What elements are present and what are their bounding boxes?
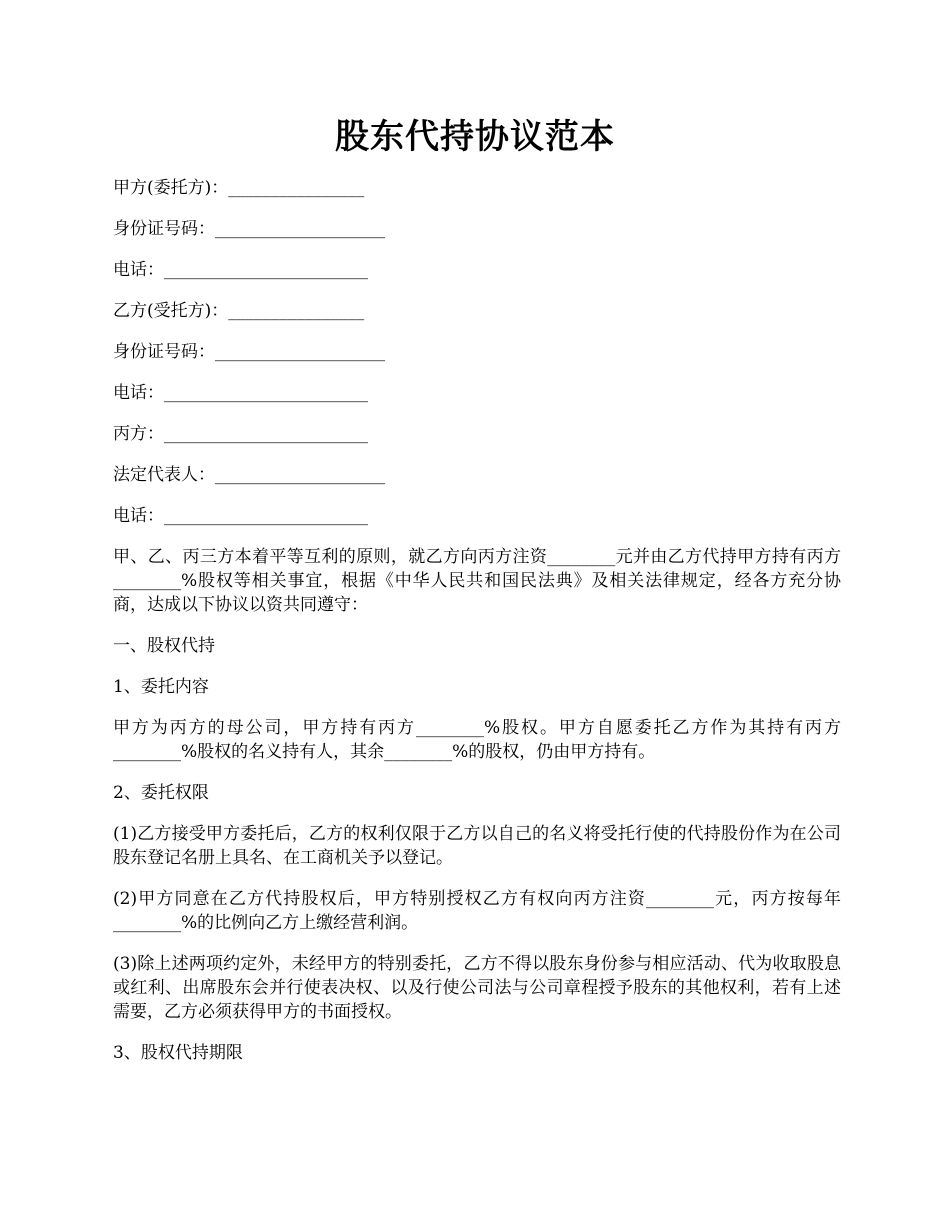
field-blank: ________________	[228, 301, 365, 321]
field-label: 电话：	[113, 383, 164, 403]
field-label: 身份证号码：	[113, 219, 215, 239]
clause-paragraph: (2)甲方同意在乙方代持股权后，甲方特别授权乙方有权向丙方注资________元，丙方按每年________%的比例向乙方上缴经营利润。	[113, 889, 841, 933]
field-party-a-id	[113, 217, 841, 241]
document-body	[113, 176, 841, 1082]
preamble-paragraph: 甲、乙、丙三方本着平等互利的原则，就乙方向丙方注资________元并由乙方代持甲方持有丙方________%股权等相关事宜，根据《中华人民共和国民法典》及相关法律规定，经各方充分协商，达成以下协议以资共同遵守：	[113, 547, 841, 615]
field-label: 丙方：	[113, 424, 164, 444]
field-party-c-phone	[113, 504, 841, 528]
subsection-heading: 1、委托内容	[113, 677, 209, 697]
field-label: 身份证号码：	[113, 342, 215, 362]
field-party-b-id	[113, 340, 841, 364]
field-blank: ________________________	[164, 383, 368, 403]
field-label: 乙方(受托方)：	[113, 301, 229, 321]
field-party-b-phone	[113, 381, 841, 405]
field-blank: ________________________	[164, 506, 368, 526]
field-party-a-phone	[113, 258, 841, 282]
clause-paragraph: (1)乙方接受甲方委托后，乙方的权利仅限于乙方以自己的名义将受托行使的代持股份作为在公司股东登记名册上具名、在工商机关予以登记。	[113, 824, 841, 868]
document-title: 股东代持协议范本	[335, 117, 615, 157]
field-legal-rep	[113, 463, 841, 487]
field-blank: ________________	[228, 178, 365, 198]
clause-paragraph: 甲方为丙方的母公司，甲方持有丙方________%股权。甲方自愿委托乙方作为其持有丙方________%股权的名义持有人，其余________%的股权，仍由甲方持有。	[113, 718, 841, 762]
field-label: 电话：	[113, 506, 164, 526]
field-blank: ____________________	[215, 465, 385, 485]
field-blank: ____________________	[215, 219, 385, 239]
section-heading: 一、股权代持	[113, 636, 215, 656]
field-party-c	[113, 422, 841, 446]
field-blank: ________________________	[164, 260, 368, 280]
field-label: 电话：	[113, 260, 164, 280]
subsection-heading: 3、股权代持期限	[113, 1043, 243, 1063]
field-blank: ________________________	[164, 424, 368, 444]
field-party-a	[113, 176, 841, 200]
field-party-b	[113, 299, 841, 323]
field-blank: ____________________	[215, 342, 385, 362]
clause-paragraph: (3)除上述两项约定外，未经甲方的特别委托，乙方不得以股东身份参与相应活动、代为收取股息或红利、出席股东会并行使表决权、以及行使公司法与公司章程授予股东的其他权利，若有上述需要，乙方必须获得甲方的书面授权。	[113, 954, 841, 1022]
field-label: 法定代表人：	[113, 465, 215, 485]
subsection-heading: 2、委托权限	[113, 783, 209, 803]
field-label: 甲方(委托方)：	[113, 178, 229, 198]
